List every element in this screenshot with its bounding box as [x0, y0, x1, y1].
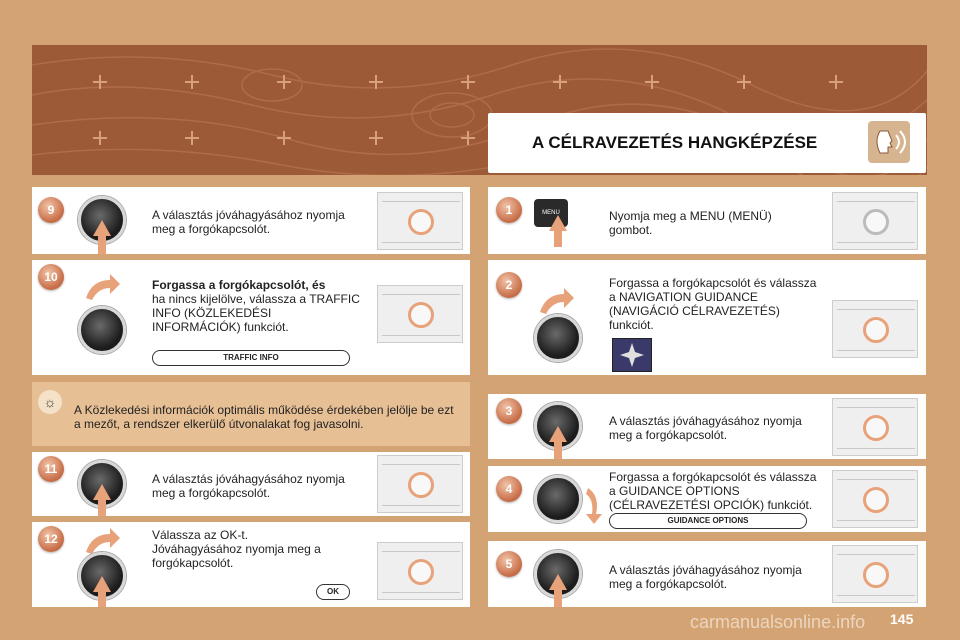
rotary-knob-icon [534, 475, 582, 523]
ok-pill: OK [316, 584, 350, 600]
rotary-knob-icon [78, 306, 126, 354]
radio-panel-icon [832, 470, 918, 528]
step-text: A választás jóváhagyásához nyomja meg a forgókapcsolót. [609, 414, 802, 442]
step-9-card [32, 187, 470, 254]
step-2-card [488, 260, 926, 375]
step-number: 10 [38, 264, 64, 290]
push-arrow-icon [554, 440, 562, 459]
step-number: 12 [38, 526, 64, 552]
radio-panel-icon [377, 192, 463, 250]
push-arrow-icon [98, 590, 106, 607]
push-arrow-head-icon [549, 426, 567, 442]
step-line-1: Válassza az OK-t. [152, 528, 249, 542]
radio-panel-icon [832, 398, 918, 456]
traffic-info-pill: TRAFFIC INFO [152, 350, 350, 366]
step-text [152, 528, 362, 570]
push-arrow-icon [554, 229, 562, 247]
radio-panel-icon [377, 455, 463, 513]
step-text: Forgassa a forgókapcsolót és válassza a GUIDANCE OPTIONS (CÉLRAVEZETÉSI OPCIÓK) funkciót. [609, 470, 817, 512]
radio-panel-icon [377, 285, 463, 343]
step-1-card [488, 187, 926, 254]
step-text: Nyomja meg a MENU (MENÜ) gombot. [609, 209, 772, 237]
radio-panel-icon [832, 300, 918, 358]
info-note [32, 382, 470, 446]
title-box [488, 113, 926, 173]
step-3-card [488, 394, 926, 459]
sun-tip-icon: ☼ [38, 390, 62, 414]
push-arrow-head-icon [93, 484, 111, 500]
step-12-card [32, 522, 470, 607]
step-body-text: Jóváhagyásához nyomja meg a forgókapcsolót. [152, 542, 321, 570]
rotate-arrow-icon [82, 272, 122, 302]
step-5-card [488, 541, 926, 607]
page-number: 145 [890, 611, 914, 627]
rotate-down-arrow-icon [584, 486, 606, 526]
step-text: Forgassa a forgókapcsolót és válassza a NAVIGATION GUIDANCE (NAVIGÁCIÓ CÉLRAVEZETÉS) funkciót. [609, 276, 817, 332]
push-arrow-icon [554, 588, 562, 607]
step-number: 2 [496, 272, 522, 298]
step-number: 3 [496, 398, 522, 424]
note-text: A Közlekedési információk optimális működése érdekében jelölje be ezt a mezőt, a rendszer elkerülő útvonalakat fog javasolni. [74, 403, 454, 431]
page-title: A CÉLRAVEZETÉS HANGKÉPZÉSE [532, 133, 818, 152]
step-number: 4 [496, 476, 522, 502]
step-10-card [32, 260, 470, 375]
watermark: carmanualsonline.info [690, 612, 866, 632]
step-text: A választás jóváhagyásához nyomja meg a forgókapcsolót. [152, 208, 345, 236]
push-arrow-icon [98, 234, 106, 254]
push-arrow-head-icon [93, 576, 111, 592]
step-number: 1 [496, 197, 522, 223]
push-arrow-icon [98, 498, 106, 516]
menu-button-icon: MENU [534, 199, 568, 227]
push-arrow-head-icon [549, 574, 567, 590]
push-arrow-head-icon [549, 215, 567, 231]
step-11-card [32, 452, 470, 516]
rotary-knob-icon [534, 314, 582, 362]
guidance-options-pill: GUIDANCE OPTIONS [609, 513, 807, 529]
step-bold-text: Forgassa a forgókapcsolót, és [152, 278, 326, 292]
step-number: 11 [38, 456, 64, 482]
radio-panel-icon [832, 192, 918, 250]
step-4-card [488, 466, 926, 532]
radio-panel-icon [832, 545, 918, 603]
step-number: 9 [38, 197, 64, 223]
step-text: A választás jóváhagyásához nyomja meg a forgókapcsolót. [609, 563, 802, 591]
step-text: A választás jóváhagyásához nyomja meg a forgókapcsolót. [152, 472, 345, 500]
rotate-arrow-icon [536, 286, 576, 316]
step-number: 5 [496, 551, 522, 577]
voice-speaking-icon [868, 121, 910, 163]
navigation-guidance-icon [612, 338, 652, 372]
step-text [152, 278, 362, 334]
push-arrow-head-icon [93, 220, 111, 236]
radio-panel-icon [377, 542, 463, 600]
step-body-text: ha nincs kijelölve, válassza a TRAFFIC INFO (KÖZLEKEDÉSI INFORMÁCIÓK) funkciót. [152, 292, 360, 334]
